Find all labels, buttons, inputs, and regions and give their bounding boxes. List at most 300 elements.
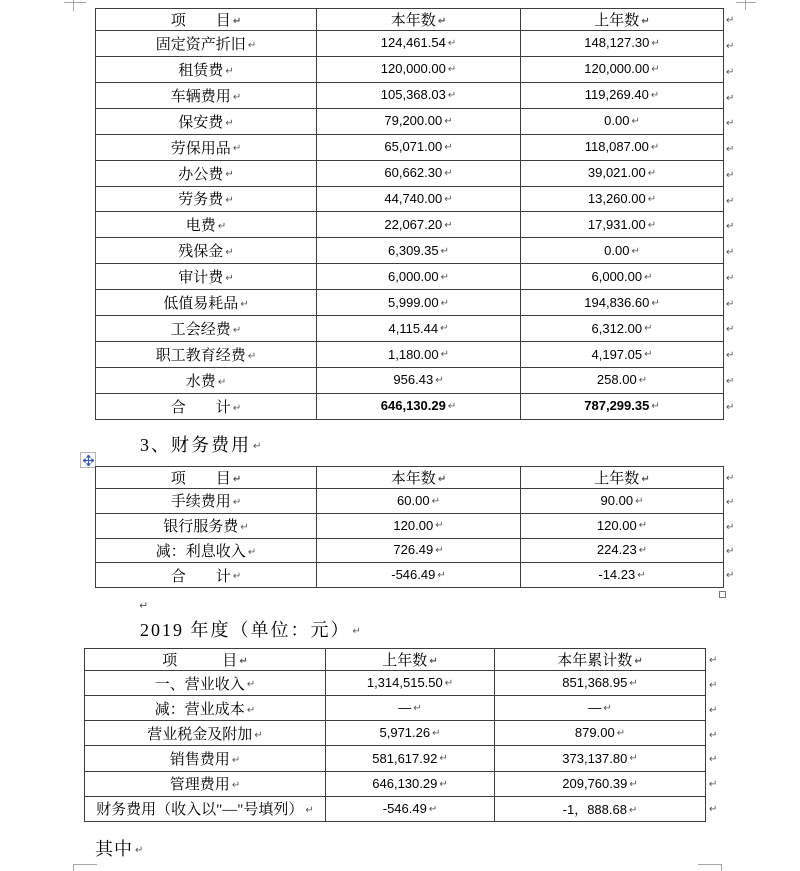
item-label: 车辆费用	[170, 88, 231, 105]
value-text: 6,000.00	[388, 268, 439, 284]
column-header-text: 本年数	[390, 13, 436, 29]
end-of-row-mark: ↵	[726, 375, 735, 387]
value-text: 148,127.30	[584, 35, 650, 51]
text-boundary-corner-top-left-v	[73, 0, 74, 11]
section-heading-text: 3、财务费用	[140, 435, 251, 455]
paragraph-mark: ↵	[253, 441, 264, 453]
end-of-cell-mark: ↵	[225, 169, 234, 181]
value-cell[interactable]	[317, 160, 521, 186]
value-text: 194,836.60	[584, 294, 650, 310]
column-header-text: 上年数	[594, 471, 640, 487]
value-cell[interactable]	[317, 342, 521, 368]
item-label: 低值易耗品	[163, 296, 239, 313]
text-boundary-corner-top-right-h	[736, 2, 756, 3]
value-cell[interactable]	[317, 31, 521, 57]
value-cell[interactable]	[521, 82, 724, 108]
value-cell[interactable]	[317, 134, 521, 160]
table-row	[96, 367, 724, 393]
item-label: 工会经费	[170, 322, 231, 339]
end-of-cell-mark: ↵	[247, 546, 257, 558]
financial-expenses-table[interactable]	[95, 466, 724, 588]
value-cell[interactable]	[326, 696, 495, 721]
item-label: 劳务费	[178, 192, 224, 209]
header-row	[85, 649, 706, 671]
column-header[interactable]	[521, 9, 724, 31]
end-of-cell-mark: ↵	[635, 495, 644, 507]
end-of-cell-mark: ↵	[444, 219, 453, 231]
value-cell[interactable]	[317, 290, 521, 316]
value-cell[interactable]	[317, 538, 521, 563]
row-end-marks-table1	[726, 8, 740, 420]
value-text: 105,368.03	[380, 87, 446, 103]
column-header[interactable]	[317, 467, 521, 489]
item-cell[interactable]	[96, 186, 317, 212]
management-expenses-table[interactable]	[95, 8, 724, 420]
end-of-cell-mark: ↵	[225, 247, 234, 259]
value-text: -1，888.68	[562, 801, 627, 817]
end-of-cell-mark: ↵	[650, 90, 660, 102]
value-cell[interactable]	[317, 186, 521, 212]
column-header[interactable]	[85, 649, 326, 671]
value-text: 120.00	[596, 517, 637, 533]
item-label: 销售费用	[169, 752, 230, 769]
end-of-cell-mark: ↵	[651, 64, 660, 76]
end-of-cell-mark: ↵	[447, 90, 457, 102]
item-cell[interactable]	[96, 367, 317, 393]
paragraph-mark: ↵	[352, 626, 363, 638]
value-cell[interactable]	[317, 393, 521, 419]
end-of-cell-mark: ↵	[616, 728, 626, 740]
end-of-cell-mark: ↵	[232, 15, 242, 27]
item-cell[interactable]	[85, 796, 326, 821]
column-header[interactable]	[317, 9, 521, 31]
item-cell[interactable]	[96, 134, 317, 160]
value-text: 124,461.54	[380, 35, 446, 51]
end-of-cell-mark: ↵	[637, 569, 646, 581]
item-label: 合 计	[170, 568, 231, 585]
value-text: 0.00	[604, 113, 630, 129]
end-of-cell-mark: ↵	[628, 804, 638, 816]
value-cell[interactable]	[495, 721, 706, 746]
value-cell[interactable]	[521, 134, 724, 160]
value-text: 90.00	[600, 492, 634, 508]
end-of-cell-mark: ↵	[231, 754, 241, 766]
end-of-cell-mark: ↵	[644, 323, 653, 335]
end-of-cell-mark: ↵	[439, 778, 448, 790]
value-text: 581,617.92	[372, 750, 438, 766]
value-text: 258.00	[596, 372, 637, 388]
end-of-cell-mark: ↵	[444, 141, 453, 153]
end-of-cell-mark: ↵	[651, 38, 660, 50]
item-cell[interactable]	[85, 696, 326, 721]
item-label: 残保金	[178, 244, 224, 261]
end-of-cell-mark: ↵	[647, 167, 657, 179]
end-of-row-mark: ↵	[726, 545, 735, 557]
value-cell[interactable]	[326, 721, 495, 746]
value-cell[interactable]	[495, 771, 706, 796]
value-text: -546.49	[391, 567, 436, 583]
value-text: -546.49	[382, 800, 427, 816]
value-cell[interactable]	[317, 316, 521, 342]
value-cell[interactable]	[317, 264, 521, 290]
end-of-cell-mark: ↵	[440, 245, 449, 257]
value-cell[interactable]	[317, 56, 521, 82]
value-text: 224.23	[596, 542, 637, 558]
value-cell[interactable]	[521, 212, 724, 238]
end-of-row-mark: ↵	[726, 144, 735, 156]
table-resize-handle[interactable]	[719, 591, 726, 598]
table-row	[85, 771, 706, 796]
table-row	[96, 186, 724, 212]
value-cell[interactable]	[317, 82, 521, 108]
end-of-cell-mark: ↵	[225, 195, 234, 207]
table-row	[85, 696, 706, 721]
column-header-text: 上年数	[594, 13, 640, 29]
table-row	[96, 160, 724, 186]
move-cross-icon	[83, 455, 94, 466]
item-label: 银行服务费	[163, 519, 239, 536]
value-cell[interactable]	[521, 238, 724, 264]
end-of-row-mark: ↵	[709, 779, 718, 791]
end-of-cell-mark: ↵	[638, 545, 648, 557]
end-of-row-mark: ↵	[726, 92, 735, 104]
value-cell[interactable]	[317, 212, 521, 238]
item-cell[interactable]	[96, 264, 317, 290]
end-of-cell-mark: ↵	[440, 297, 449, 309]
table-row	[96, 134, 724, 160]
end-of-row-mark: ↵	[726, 272, 735, 284]
value-text: 0.00	[604, 242, 630, 258]
table-row	[96, 238, 724, 264]
end-of-cell-mark: ↵	[431, 495, 440, 507]
value-cell[interactable]	[521, 489, 724, 514]
table-row	[96, 342, 724, 368]
item-label: 水费	[185, 373, 216, 390]
end-of-cell-mark: ↵	[225, 117, 234, 129]
value-cell[interactable]	[326, 771, 495, 796]
value-text: 6,312.00	[591, 320, 643, 336]
text-boundary-corner-top-right-v	[745, 0, 746, 10]
value-cell[interactable]	[317, 108, 521, 134]
end-of-row-mark: ↵	[709, 729, 718, 741]
table-row	[85, 746, 706, 771]
end-of-row-mark: ↵	[726, 521, 735, 533]
value-text: 646,130.29	[380, 398, 446, 414]
value-cell[interactable]	[326, 796, 495, 821]
text-boundary-corner-top-left-h	[64, 2, 86, 3]
end-of-cell-mark: ↵	[631, 116, 640, 128]
end-of-cell-mark: ↵	[435, 545, 444, 557]
end-of-row-mark: ↵	[726, 472, 735, 484]
value-text: 956.43	[393, 372, 434, 388]
column-header[interactable]	[96, 467, 317, 489]
item-cell[interactable]	[96, 513, 317, 538]
item-cell[interactable]	[96, 212, 317, 238]
end-of-row-mark: ↵	[726, 169, 735, 181]
value-cell[interactable]	[326, 671, 495, 696]
item-label: 管理费用	[169, 777, 230, 794]
item-label: 合 计	[170, 399, 231, 416]
end-of-cell-mark: ↵	[651, 297, 660, 309]
value-cell[interactable]	[495, 671, 706, 696]
value-text: -14.23	[598, 567, 636, 583]
text-boundary-corner-bottom-left-v	[73, 864, 74, 871]
value-text: 726.49	[393, 542, 434, 558]
value-text: 120,000.00	[584, 61, 650, 77]
end-of-cell-mark: ↵	[634, 655, 643, 667]
end-of-row-mark: ↵	[726, 401, 735, 413]
value-cell[interactable]	[521, 342, 724, 368]
value-cell[interactable]	[495, 696, 706, 721]
end-of-row-mark: ↵	[726, 66, 735, 78]
item-cell[interactable]	[85, 721, 326, 746]
end-of-row-mark: ↵	[726, 247, 735, 259]
end-of-cell-mark: ↵	[440, 349, 449, 361]
value-cell[interactable]	[521, 563, 724, 588]
end-of-row-mark: ↵	[726, 324, 735, 336]
value-text: 5,971.26	[379, 725, 431, 741]
end-of-cell-mark: ↵	[305, 805, 314, 817]
section-heading-financial-expenses[interactable]	[140, 431, 263, 457]
value-text: 879.00	[574, 725, 615, 741]
table-row	[96, 316, 724, 342]
end-of-cell-mark: ↵	[603, 703, 612, 715]
value-cell[interactable]	[326, 746, 495, 771]
end-of-cell-mark: ↵	[440, 323, 449, 335]
text-boundary-corner-bottom-right-h	[698, 864, 722, 865]
end-of-cell-mark: ↵	[444, 116, 453, 128]
item-cell[interactable]	[96, 393, 317, 419]
end-of-cell-mark: ↵	[629, 778, 638, 790]
value-text: —	[588, 700, 602, 716]
end-of-row-mark: ↵	[726, 497, 735, 509]
item-cell[interactable]	[96, 56, 317, 82]
table-row	[96, 82, 724, 108]
item-cell[interactable]	[96, 108, 317, 134]
value-text: 787,299.35	[584, 398, 650, 414]
value-cell[interactable]	[521, 290, 724, 316]
end-of-cell-mark: ↵	[641, 15, 650, 27]
value-cell[interactable]	[521, 513, 724, 538]
end-of-cell-mark: ↵	[246, 679, 256, 691]
value-text: 1,314,515.50	[366, 675, 443, 691]
end-of-cell-mark: ↵	[629, 677, 638, 689]
end-of-row-mark: ↵	[726, 570, 735, 582]
text-boundary-corner-bottom-left-h	[73, 864, 97, 865]
value-cell[interactable]	[317, 367, 521, 393]
value-text: 120.00	[393, 517, 434, 533]
table-row	[96, 264, 724, 290]
item-label: 一、营业收入	[154, 676, 245, 693]
end-of-cell-mark: ↵	[217, 221, 227, 233]
item-label: 固定资产折旧	[155, 36, 246, 53]
column-header[interactable]	[96, 9, 317, 31]
text-boundary-corner-bottom-right-v	[721, 864, 722, 871]
item-cell[interactable]	[96, 160, 317, 186]
paragraph-mark: ↵	[135, 845, 145, 857]
end-of-cell-mark: ↵	[225, 65, 234, 77]
item-cell[interactable]	[96, 563, 317, 588]
value-cell[interactable]	[521, 56, 724, 82]
value-cell[interactable]	[521, 264, 724, 290]
item-cell[interactable]	[85, 746, 326, 771]
end-of-cell-mark: ↵	[447, 38, 457, 50]
among-which-label[interactable]	[95, 835, 144, 861]
value-cell[interactable]	[317, 563, 521, 588]
value-cell[interactable]	[521, 186, 724, 212]
item-cell[interactable]	[96, 238, 317, 264]
item-cell[interactable]	[96, 31, 317, 57]
end-of-cell-mark: ↵	[435, 520, 444, 532]
value-text: 17,931.00	[587, 216, 646, 232]
end-of-row-mark: ↵	[709, 654, 718, 666]
column-header-text: 本年累计数	[557, 653, 633, 669]
end-of-cell-mark: ↵	[444, 677, 454, 689]
value-cell[interactable]	[521, 393, 724, 419]
end-of-cell-mark: ↵	[447, 401, 457, 413]
end-of-cell-mark: ↵	[231, 780, 241, 792]
end-of-cell-mark: ↵	[428, 803, 438, 815]
item-cell[interactable]	[96, 290, 317, 316]
end-of-cell-mark: ↵	[240, 521, 249, 533]
column-header[interactable]	[326, 649, 495, 671]
end-of-cell-mark: ↵	[447, 64, 457, 76]
item-label: 劳保用品	[170, 140, 231, 157]
end-of-row-mark: ↵	[709, 804, 718, 816]
value-cell[interactable]	[521, 108, 724, 134]
column-header[interactable]	[521, 467, 724, 489]
table-row	[96, 393, 724, 419]
header-row	[96, 467, 724, 489]
end-of-cell-mark: ↵	[232, 473, 242, 485]
value-text: 373,137.80	[562, 750, 628, 766]
end-of-cell-mark: ↵	[444, 193, 453, 205]
value-text: —	[398, 700, 412, 716]
table-row	[96, 290, 724, 316]
value-cell[interactable]	[521, 160, 724, 186]
value-text: 209,760.39	[562, 775, 628, 791]
value-cell[interactable]	[317, 513, 521, 538]
item-cell[interactable]	[96, 489, 317, 514]
year-heading-text: 2019 年度（单位：元）	[140, 620, 351, 640]
year-heading-2019[interactable]	[140, 616, 363, 642]
end-of-cell-mark: ↵	[437, 473, 447, 485]
item-cell[interactable]	[85, 671, 326, 696]
value-cell[interactable]	[317, 489, 521, 514]
item-label: 租赁费	[178, 62, 224, 79]
item-cell[interactable]	[96, 82, 317, 108]
end-of-cell-mark: ↵	[232, 91, 242, 103]
value-text: 118,087.00	[584, 139, 649, 155]
value-text: 120,000.00	[380, 61, 446, 77]
value-cell[interactable]	[495, 746, 706, 771]
end-of-cell-mark: ↵	[638, 375, 648, 387]
column-header-text: 项 目	[170, 13, 231, 29]
end-of-cell-mark: ↵	[432, 728, 441, 740]
value-cell[interactable]	[521, 367, 724, 393]
table-row	[85, 721, 706, 746]
end-of-cell-mark: ↵	[217, 376, 227, 388]
empty-paragraph-mark	[139, 599, 148, 612]
value-cell[interactable]	[317, 238, 521, 264]
value-text: 22,067.20	[384, 216, 443, 232]
end-of-row-mark: ↵	[726, 350, 735, 362]
value-text: 13,260.00	[587, 190, 646, 206]
item-cell[interactable]	[96, 538, 317, 563]
item-label: 保安费	[178, 114, 224, 131]
end-of-cell-mark: ↵	[641, 473, 650, 485]
end-of-cell-mark: ↵	[239, 655, 248, 667]
column-header[interactable]	[495, 649, 706, 671]
row-end-marks-table2	[726, 466, 740, 588]
item-cell[interactable]	[96, 316, 317, 342]
table-row	[96, 108, 724, 134]
item-label: 审计费	[178, 270, 224, 287]
end-of-row-mark: ↵	[726, 221, 735, 233]
value-cell[interactable]	[495, 796, 706, 821]
table-row	[96, 489, 724, 514]
value-text: 65,071.00	[384, 139, 443, 155]
value-text: 6,000.00	[591, 268, 643, 284]
end-of-cell-mark: ↵	[254, 729, 263, 741]
table-move-handle[interactable]	[80, 452, 96, 468]
end-of-cell-mark: ↵	[644, 271, 653, 283]
item-cell[interactable]	[85, 771, 326, 796]
item-label: 财务费用（收入以"—"号填列）	[96, 802, 304, 819]
table-row	[96, 31, 724, 57]
end-of-cell-mark: ↵	[413, 703, 422, 715]
paragraph-mark: ↵	[139, 599, 149, 612]
value-text: 851,368.95	[562, 675, 628, 691]
item-label: 职工教育经费	[155, 348, 246, 365]
table-row	[96, 212, 724, 238]
end-of-cell-mark: ↵	[232, 497, 242, 509]
header-row	[96, 9, 724, 31]
table-row	[96, 513, 724, 538]
end-of-row-mark: ↵	[709, 704, 718, 716]
value-text: 44,740.00	[384, 190, 443, 206]
end-of-cell-mark: ↵	[232, 571, 242, 583]
item-label: 办公费	[178, 166, 224, 183]
value-cell[interactable]	[521, 316, 724, 342]
item-cell[interactable]	[96, 342, 317, 368]
end-of-cell-mark: ↵	[644, 349, 653, 361]
annual-2019-table[interactable]	[84, 648, 706, 822]
value-text: 39,021.00	[587, 165, 646, 181]
end-of-row-mark: ↵	[709, 754, 718, 766]
item-label: 减：利息收入	[155, 543, 246, 560]
end-of-row-mark: ↵	[726, 41, 735, 53]
value-text: 119,269.40	[584, 87, 649, 103]
value-cell[interactable]	[521, 31, 724, 57]
end-of-cell-mark: ↵	[437, 15, 447, 27]
end-of-cell-mark: ↵	[437, 569, 446, 581]
end-of-cell-mark: ↵	[647, 219, 657, 231]
end-of-cell-mark: ↵	[232, 402, 242, 414]
end-of-cell-mark: ↵	[232, 143, 242, 155]
value-text: 4,115.44	[388, 320, 439, 336]
end-of-cell-mark: ↵	[435, 375, 444, 387]
table-row	[85, 796, 706, 821]
end-of-cell-mark: ↵	[232, 324, 242, 336]
value-text: 646,130.29	[372, 775, 438, 791]
end-of-cell-mark: ↵	[631, 245, 640, 257]
table-row	[96, 563, 724, 588]
item-label: 营业税金及附加	[147, 726, 253, 743]
end-of-cell-mark: ↵	[429, 655, 438, 667]
value-cell[interactable]	[521, 538, 724, 563]
end-of-row-mark: ↵	[726, 195, 735, 207]
